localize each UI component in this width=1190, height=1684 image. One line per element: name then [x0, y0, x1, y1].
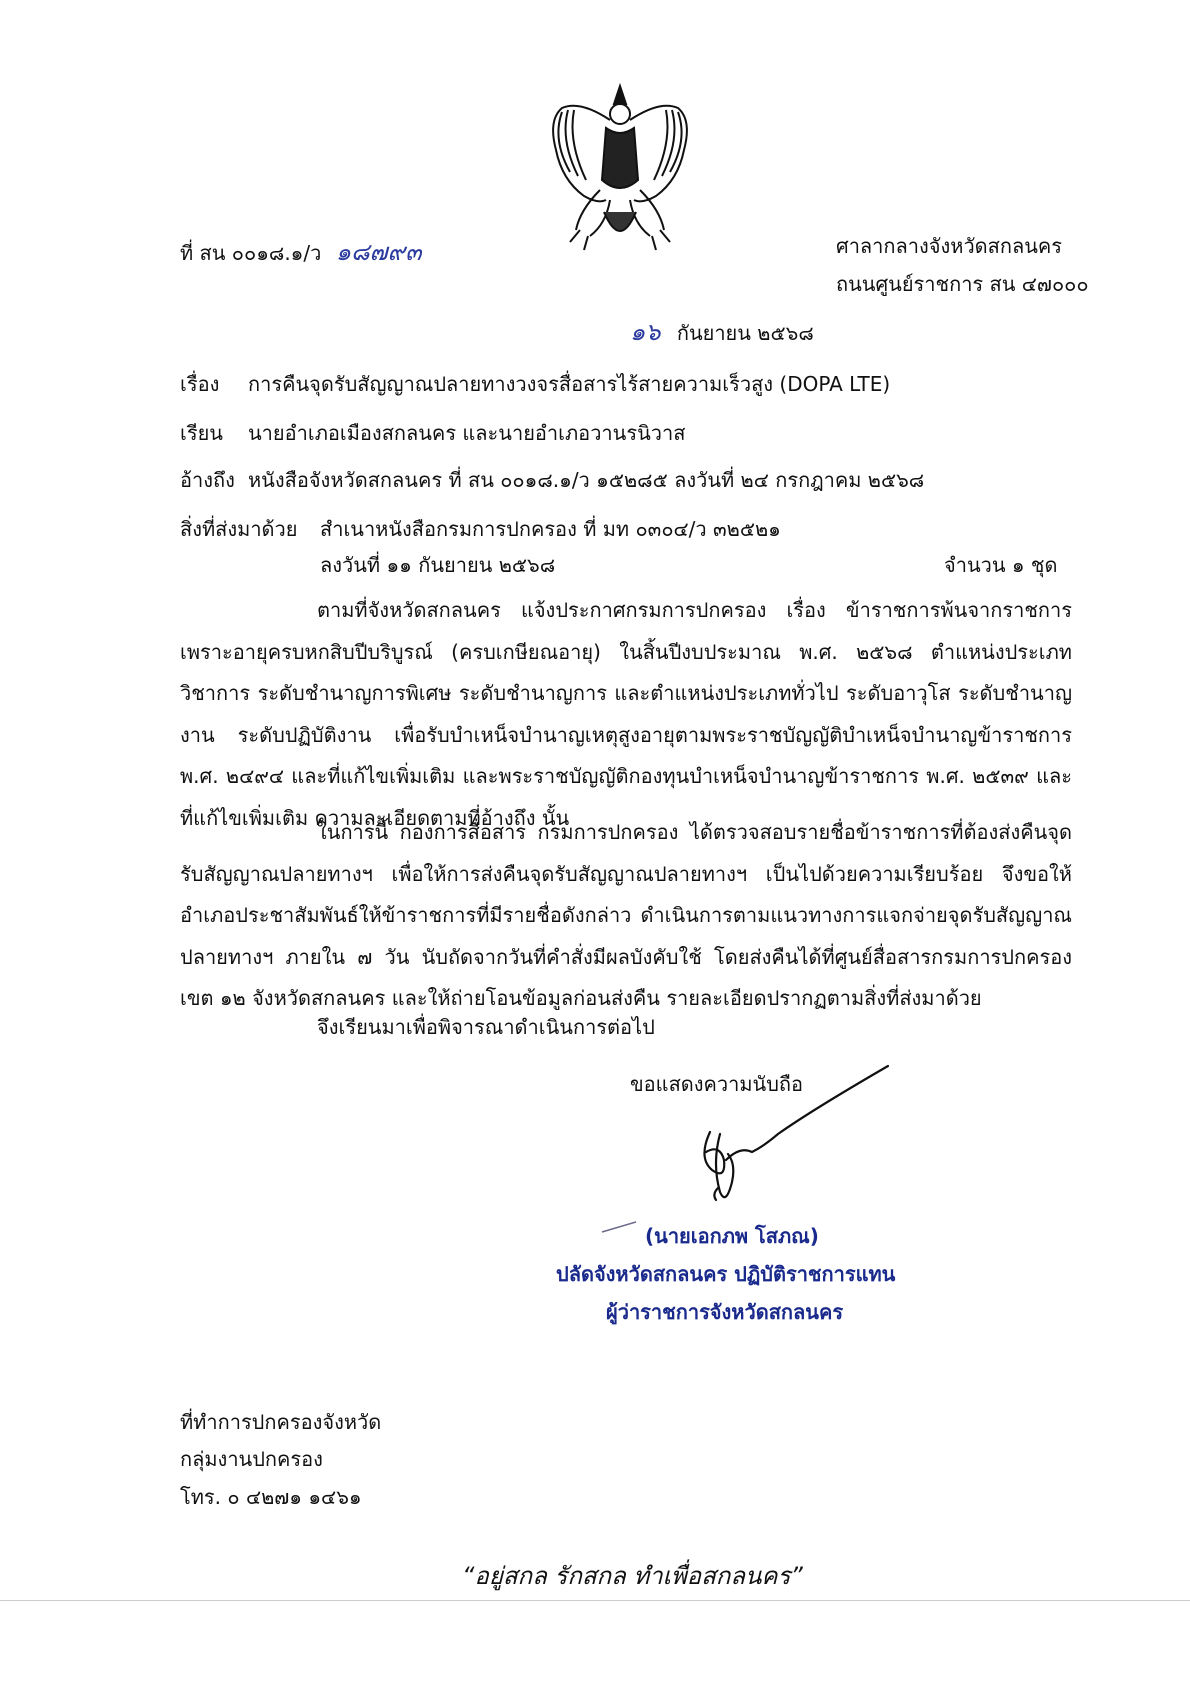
signatory-position-line1: ปลัดจังหวัดสกลนคร ปฏิบัติราชการแทน — [556, 1262, 896, 1286]
subject-text: การคืนจุดรับสัญญาณปลายทางวงจรสื่อสารไร้สายความเร็วสูง (DOPA LTE) — [248, 372, 891, 396]
body-paragraph-2 — [180, 812, 1072, 1020]
reference-number-handwritten: ๑๘๗๙๓ — [335, 238, 422, 266]
signatory-name: (นายเอกภพ โสภณ) — [645, 1224, 819, 1248]
reference-prefix: ที่ สน ๐๐๑๘.๑/ว — [180, 241, 322, 265]
footer-department-line2: กลุ่มงานปกครอง — [180, 1447, 323, 1471]
enclosure-quantity: จำนวน ๑ ชุด — [944, 553, 1058, 577]
footer-phone: โทร. ๐ ๔๒๗๑ ๑๔๖๑ — [180, 1485, 362, 1509]
enclosure-label: สิ่งที่ส่งมาด้วย — [180, 517, 298, 541]
enclosure-line1: สำเนาหนังสือกรมการปกครอง ที่ มท ๐๓๐๔/ว ๓๒๕๒๑ — [320, 517, 781, 541]
recipient-label: เรียน — [180, 421, 223, 445]
signatory-position-line2: ผู้ว่าราชการจังหวัดสกลนคร — [606, 1300, 844, 1324]
subject-label: เรื่อง — [180, 372, 220, 396]
date-month-year: กันยายน ๒๕๖๘ — [676, 321, 814, 345]
body-paragraph-1 — [180, 590, 1072, 839]
province-motto: “อยู่สกล รักสกล ทำเพื่อสกลนคร” — [462, 1562, 803, 1590]
reference-label: อ้างถึง — [180, 468, 235, 492]
reference-text: หนังสือจังหวัดสกลนคร ที่ สน ๐๐๑๘.๑/ว ๑๕๒๘๕ ลงวันที่ ๒๔ กรกฎาคม ๒๕๖๘ — [248, 468, 925, 492]
closing-request: จึงเรียนมาเพื่อพิจารณาดำเนินการต่อไป — [317, 1015, 655, 1039]
salutation: ขอแสดงความนับถือ — [630, 1072, 804, 1096]
office-address-line2: ถนนศูนย์ราชการ สน ๔๗๐๐๐ — [836, 272, 1089, 296]
footer-department-line1: ที่ทำการปกครองจังหวัด — [180, 1410, 382, 1434]
enclosure-line2: ลงวันที่ ๑๑ กันยายน ๒๕๖๘ — [320, 553, 556, 577]
date-day-handwritten: ๑๖ — [630, 318, 661, 346]
signature-dash — [600, 1220, 640, 1234]
office-address-line1: ศาลากลางจังหวัดสกลนคร — [836, 234, 1063, 258]
handwritten-signature — [690, 1060, 900, 1210]
recipient-text: นายอำเภอเมืองสกลนคร และนายอำเภอวานรนิวาส — [248, 421, 686, 445]
garuda-emblem — [540, 80, 700, 258]
footer-rule — [0, 1600, 1190, 1601]
body-paragraph-2-text: ในการนี้ กองการสื่อสาร กรมการปกครอง ได้ตรวจสอบรายชื่อข้าราชการที่ต้องส่งคืนจุดรับสัญญาณปลายทางฯ เพื่อให้การส่งคืนจุดรับสัญญาณปลายทางฯ เป็นไปด้วยความเรียบร้อย จึงขอให้อำเภอประชาสัมพันธ์ให้ข้าราชการที่มีรายชื่อดังกล่าว ดำเนินการตามแนวทางการแจกจ่ายจุดรับสัญญาณปลายทางฯ ภายใน ๗ วัน นับถัดจากวันที่คำสั่งมีผลบังคับใช้ โดยส่งคืนได้ที่ศูนย์สื่อสารกรมการปกครองเขต ๑๒ จังหวัดสกลนคร และให้ถ่ายโอนข้อมูลก่อนส่งคืน รายละเอียดปรากฏตามสิ่งที่ส่งมาด้วย — [180, 820, 1072, 1010]
body-paragraph-1-text: ตามที่จังหวัดสกลนคร แจ้งประกาศกรมการปกครอง เรื่อง ข้าราชการพ้นจากราชการเพราะอายุครบหกสิบปีบริบูรณ์ (ครบเกษียณอายุ) ในสิ้นปีงบประมาณ พ.ศ. ๒๕๖๘ ตำแหน่งประเภทวิชาการ ระดับชำนาญการพิเศษ ระดับชำนาญการ และตำแหน่งประเภททั่วไป ระดับอาวุโส ระดับชำนาญงาน ระดับปฏิบัติงาน เพื่อรับบำเหน็จบำนาญเหตุสูงอายุตามพระราชบัญญัติบำเหน็จบำนาญข้าราชการ พ.ศ. ๒๔๙๔ และที่แก้ไขเพิ่มเติม และพระราชบัญญัติกองทุนบำเหน็จบำนาญข้าราชการ พ.ศ. ๒๕๓๙ และที่แก้ไขเพิ่มเติม ความละเอียดตามที่อ้างถึง นั้น — [180, 598, 1072, 830]
